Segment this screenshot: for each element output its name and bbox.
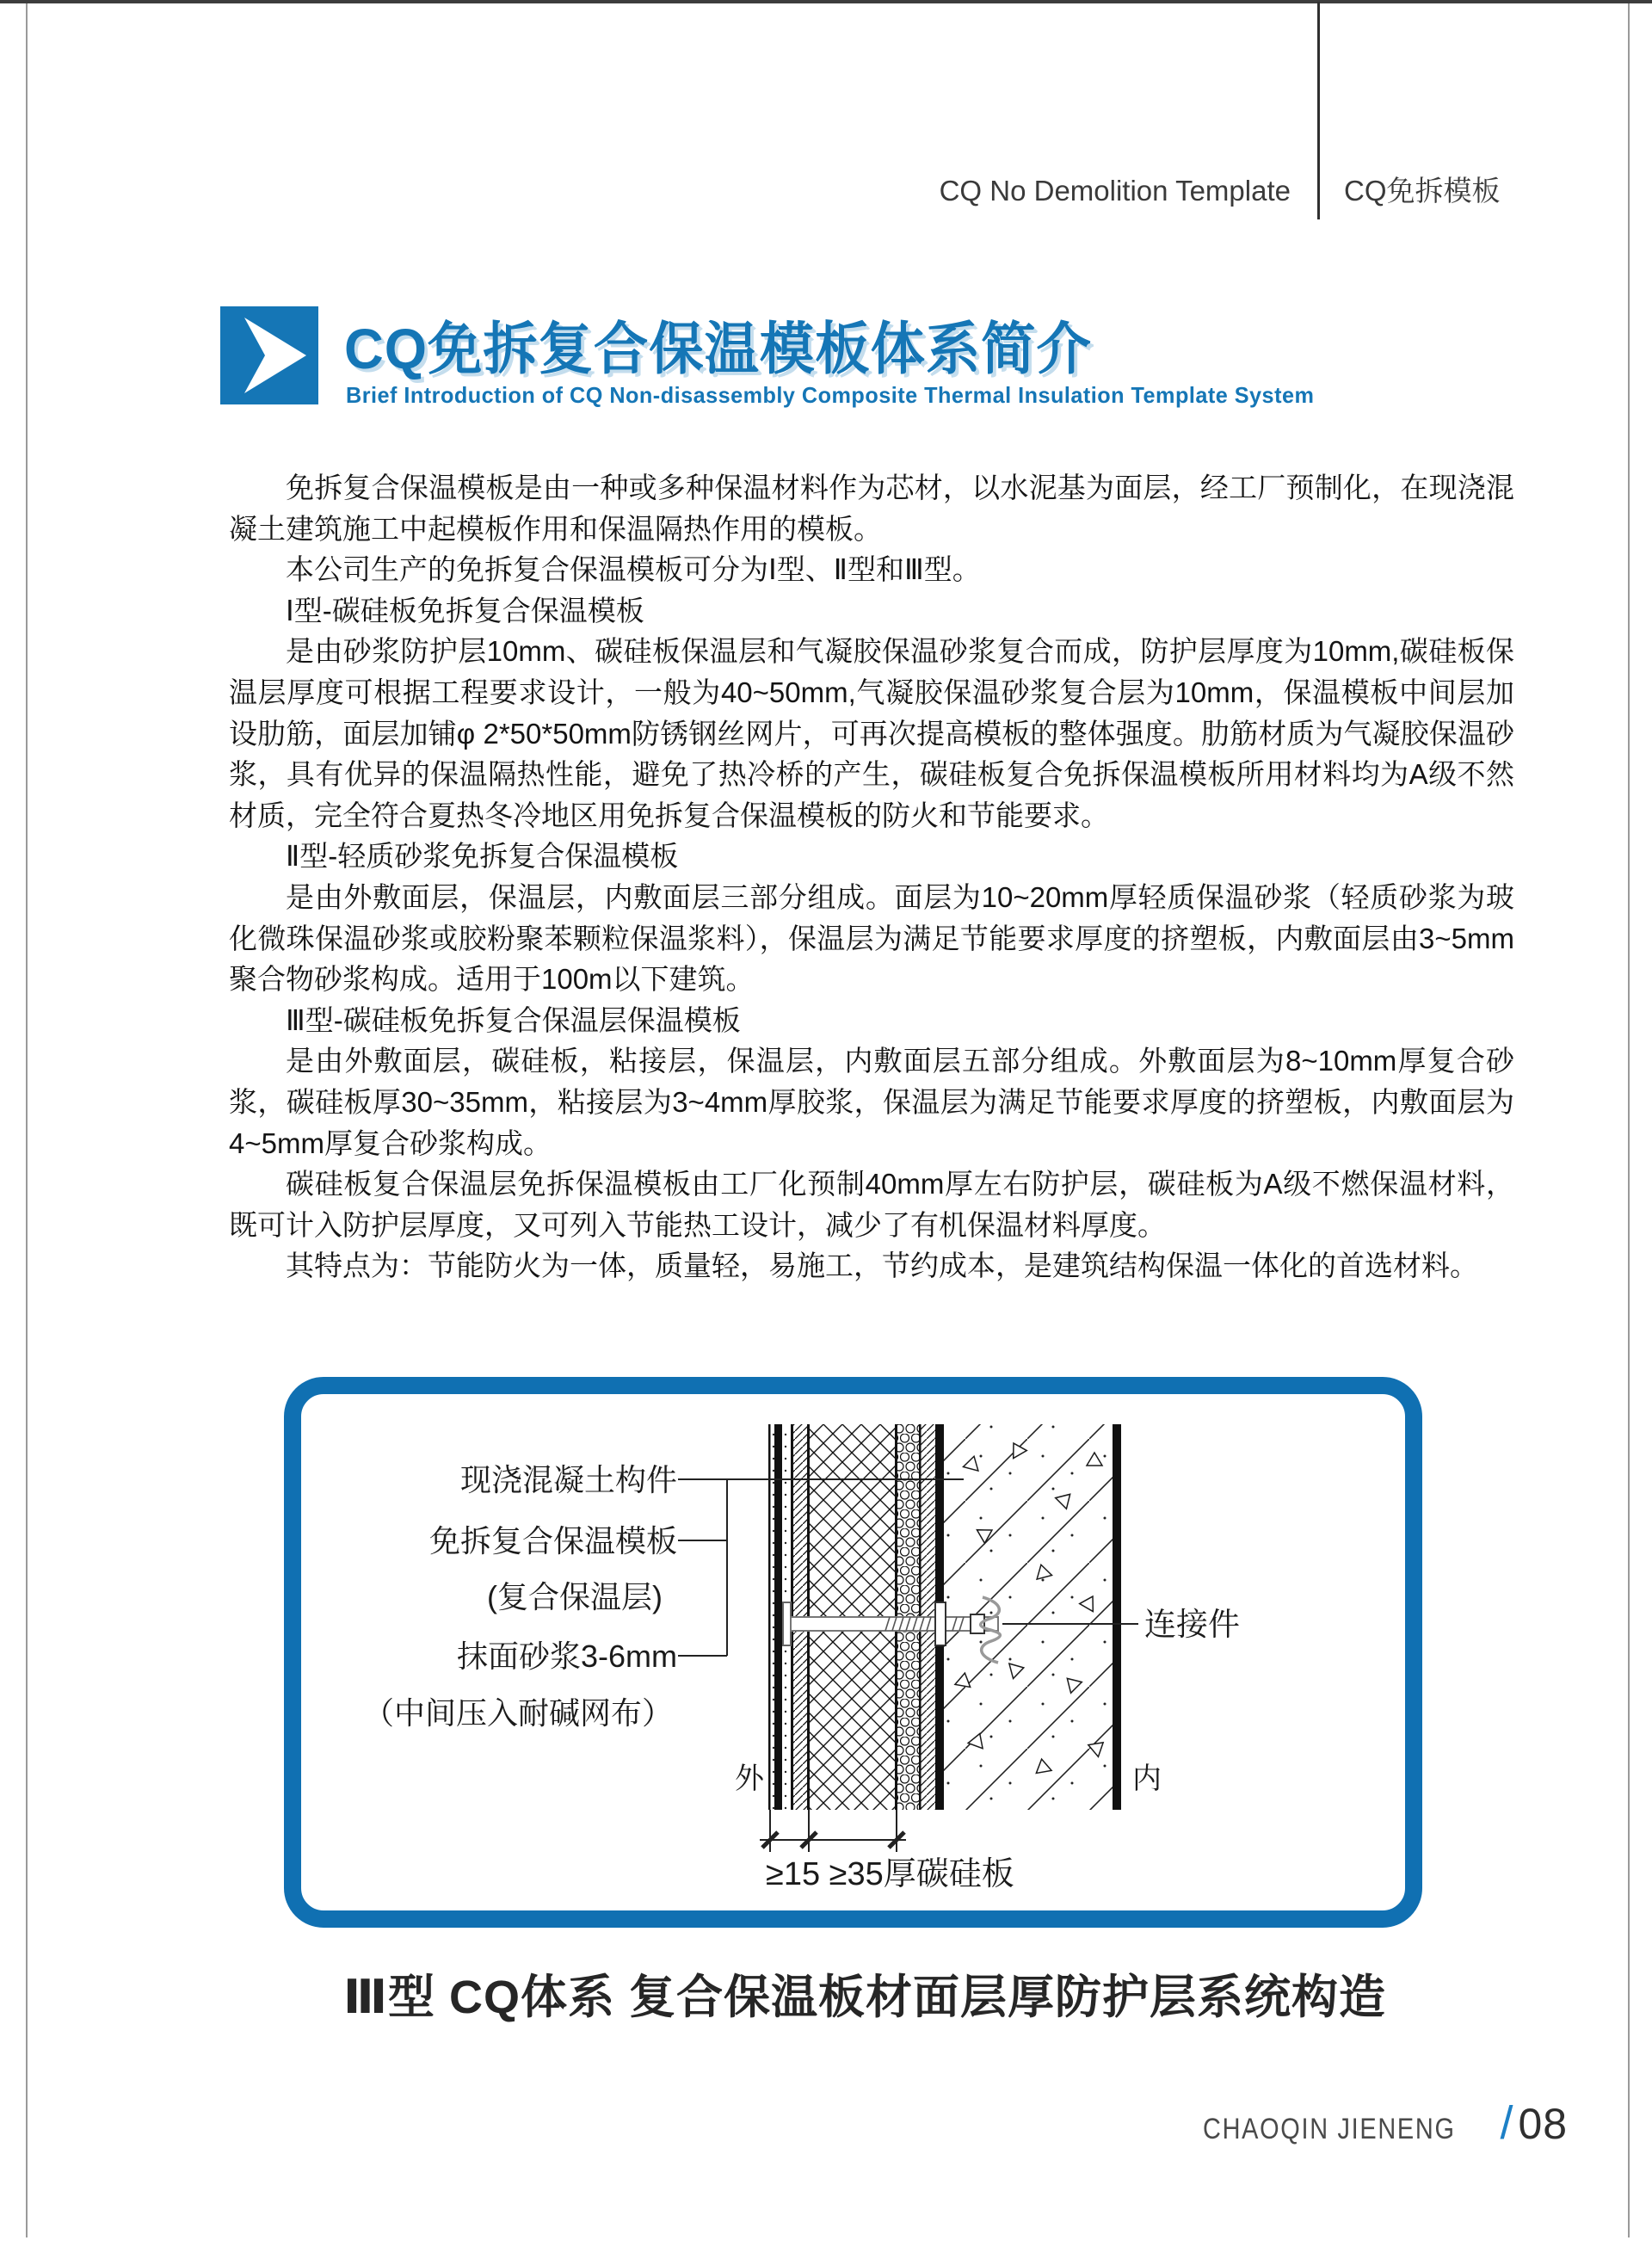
header-title-zh: CQ免拆模板 — [1344, 175, 1501, 207]
footer-brand: CHAOQIN JIENENG — [1203, 2113, 1456, 2145]
paragraph-type2-detail: 是由外敷面层，保温层，内敷面层三部分组成。面层为10~20mm厚轻质保温砂浆（轻质砂浆为玻化微珠保温砂浆或胶粉聚苯颗粒保温浆料），保温层为满足节能要求厚度的挤塑板，内敷面层由3~5mm聚合物砂浆构成。适用于100m以下建筑。 — [229, 880, 1514, 996]
footer — [1203, 2096, 1568, 2150]
paragraph-type3-heading: Ⅲ型-碳硅板免拆复合保温层保温模板 — [286, 1003, 741, 1036]
label-inside: 内 — [1132, 1762, 1162, 1795]
label-dimension: ≥15 ≥35厚碳硅板 — [766, 1856, 1014, 1892]
paragraph-features: 其特点为：节能防火为一体，质量轻，易施工，节约成本，是建筑结构保温一体化的首选材料。 — [286, 1250, 1478, 1282]
figure-caption: Ⅲ型 CQ体系 复合保温板材面层厚防护层系统构造 — [342, 1972, 1387, 2023]
label-outside: 外 — [735, 1762, 764, 1795]
label-mesh: （中间压入耐碱网布） — [362, 1695, 673, 1731]
paragraph-intro: 免拆复合保温模板是由一种或多种保温材料作为芯材，以水泥基为面层，经工厂预制化，在现浇混凝土建筑施工中起模板作用和保温隔热作用的模板。 — [229, 472, 1514, 545]
wall-section-diagram — [284, 1377, 1422, 1928]
paragraph-types: 本公司生产的免拆复合保温模板可分为Ⅰ型、Ⅱ型和Ⅲ型。 — [286, 553, 981, 586]
header-divider — [1317, 2, 1320, 219]
label-plaster: 抹面砂浆3-6mm — [456, 1639, 677, 1674]
page-subtitle: Brief Introduction of CQ Non-disassembly Composite Thermal Insulation Template System — [346, 382, 1315, 408]
label-connector: 连接件 — [1144, 1607, 1240, 1642]
page-title: CQ免拆复合保温模板体系简介 — [344, 317, 1092, 380]
header-title-en: CQ No Demolition Template — [939, 175, 1291, 207]
left-edge-rule — [26, 3, 28, 2237]
paragraph-type2-heading: Ⅱ型-轻质砂浆免拆复合保温模板 — [286, 840, 679, 873]
paragraph-type1-detail: 是由砂浆防护层10mm、碳硅板保温层和气凝胶保温砂浆复合而成，防护层厚度为10mm,碳硅板保温层厚度可根据工程要求设计，一般为40~50mm,气凝胶保温砂浆复合层为10mm，保温模板中间层加设肋筋，面层加铺φ 2*50*50mm防锈钢丝网片，可再次提高模板的整体强度。肋筋材质为气凝胶保温砂浆，具有优异的保温隔热性能，避免了热冷桥的产生，碳硅板复合免拆保温模板所用材料均为A级不然材质，完全符合夏热冬冷地区用免拆复合保温模板的防火和节能要求。 — [229, 635, 1514, 831]
right-edge-rule — [1628, 3, 1630, 2237]
paragraph-type1-heading: Ⅰ型-碳硅板免拆复合保温模板 — [286, 594, 644, 626]
dimension-lines — [760, 1810, 906, 1852]
top-rule — [0, 0, 1652, 3]
label-composite-layer: (复合保温层) — [487, 1579, 663, 1614]
paragraph-prefab: 碳硅板复合保温层免拆保温模板由工厂化预制40mm厚左右防护层，碳硅板为A级不燃保温材料，既可计入防护层厚度，又可列入节能热工设计，减少了有机保温材料厚度。 — [229, 1168, 1514, 1241]
body-text — [229, 467, 1514, 1287]
label-template: 免拆复合保温模板 — [428, 1523, 677, 1558]
footer-slash: / — [1500, 2097, 1513, 2149]
paragraph-type3-detail: 是由外敷面层，碳硅板，粘接层，保温层，内敷面层五部分组成。外敷面层为8~10mm厚复合砂浆，碳硅板厚30~35mm，粘接层为3~4mm厚胶浆，保温层为满足节能要求厚度的挤塑板，内敷面层为4~5mm厚复合砂浆构成。 — [229, 1045, 1514, 1159]
page-number: 08 — [1518, 2100, 1569, 2148]
arrow-icon — [220, 306, 318, 404]
label-cast-in-place: 现浇混凝土构件 — [459, 1462, 677, 1497]
